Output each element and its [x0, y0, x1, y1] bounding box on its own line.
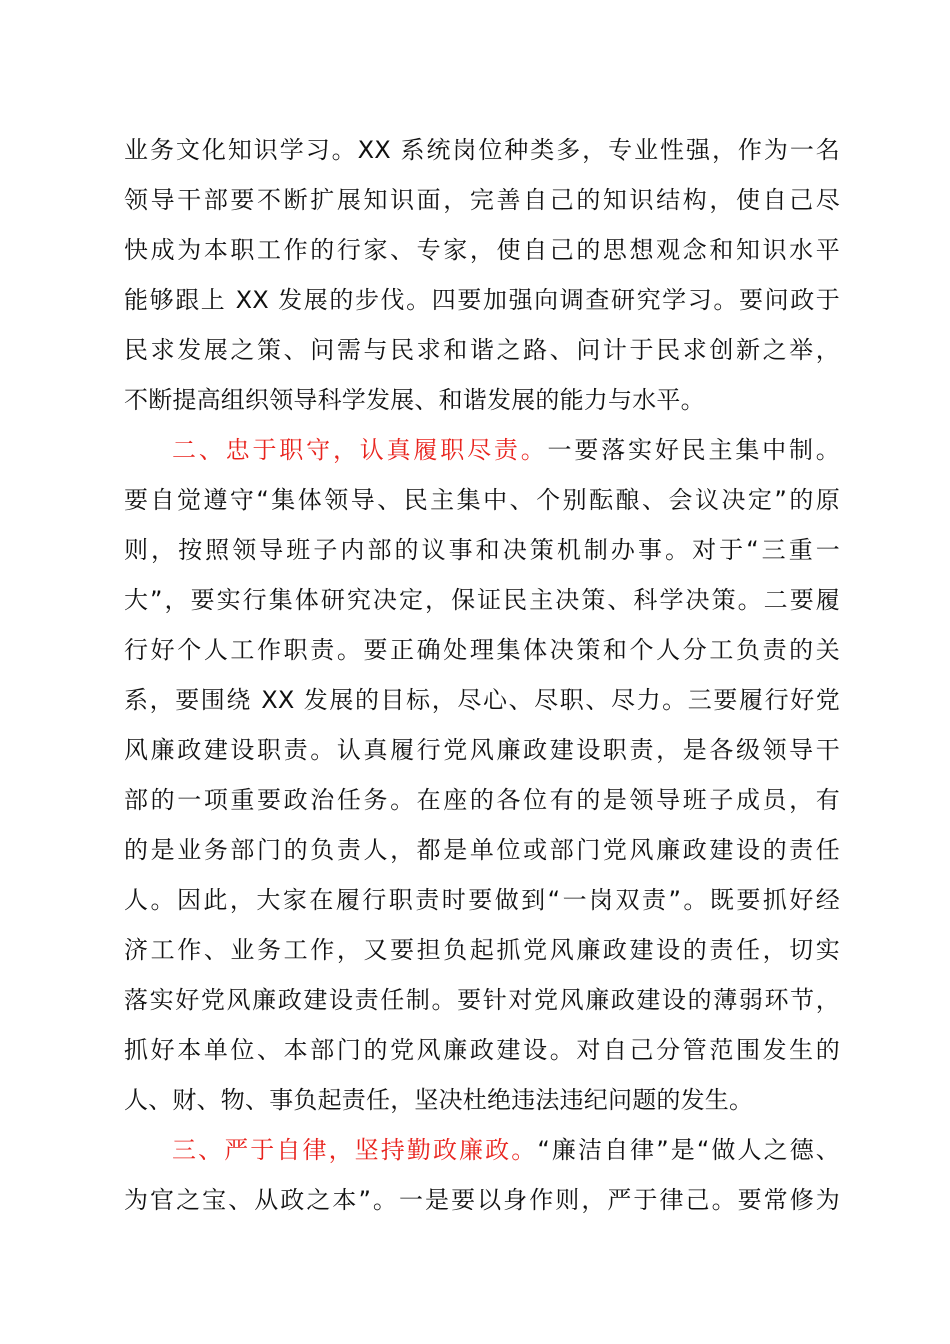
body-line: 落实好党风廉政建设责任制。要针对党风廉政建设的薄弱环节，	[124, 986, 840, 1014]
body-line: 能够跟上 XX 发展的步伐。四要加强向调查研究学习。要问政于	[124, 286, 840, 314]
body-line: 要自觉遵守“集体领导、民主集中、个别酝酿、会议决定”的原	[124, 486, 840, 514]
body-line: 业务文化知识学习。XX 系统岗位种类多，专业性强，作为一名	[124, 136, 840, 164]
section-3-first-line	[124, 1125, 840, 1175]
body-line: 济工作、业务工作，又要担负起抓党风廉政建设的责任，切实	[124, 936, 840, 964]
section-2-first-line-text: 一要落实好民主集中制。	[547, 436, 840, 464]
body-line: 的是业务部门的负责人，都是单位或部门党风廉政建设的责任	[124, 836, 840, 864]
section-2-first-line	[124, 425, 840, 475]
body-line: 民求发展之策、问需与民求和谐之路、问计于民求创新之举，	[124, 336, 840, 364]
section-2-heading: 二、忠于职守，认真履职尽责。	[172, 436, 548, 464]
body-line: 风廉政建设职责。认真履行党风廉政建设职责，是各级领导干	[124, 736, 840, 764]
body-line: 则，按照领导班子内部的议事和决策机制办事。对于“三重一	[124, 536, 840, 564]
body-line: 系，要围绕 XX 发展的目标，尽心、尽职、尽力。三要履行好党	[124, 686, 840, 714]
body-line: 快成为本职工作的行家、专家，使自己的思想观念和知识水平	[124, 236, 840, 264]
body-line: 抓好本单位、本部门的党风廉政建设。对自己分管范围发生的	[124, 1036, 840, 1064]
body-line: 为官之宝、从政之本”。一是要以身作则，严于律己。要常修为	[124, 1186, 840, 1214]
body-line: 领导干部要不断扩展知识面，完善自己的知识结构，使自己尽	[124, 186, 840, 214]
body-line: 行好个人工作职责。要正确处理集体决策和个人分工负责的关	[124, 636, 840, 664]
body-line: 人。因此，大家在履行职责时要做到“一岗双责”。既要抓好经	[124, 886, 840, 914]
body-line: 不断提高组织领导科学发展、和谐发展的能力与水平。	[124, 386, 705, 414]
body-line: 人、财、物、事负起责任，坚决杜绝违法违纪问题的发生。	[124, 1086, 754, 1114]
document-body	[124, 125, 840, 1225]
section-3-first-line-text: “廉洁自律”是“做人之德、	[537, 1136, 840, 1164]
body-line: 部的一项重要政治任务。在座的各位有的是领导班子成员，有	[124, 786, 840, 814]
section-3-heading: 三、严于自律，坚持勤政廉政。	[172, 1136, 538, 1164]
body-line: 大”，要实行集体研究决定，保证民主决策、科学决策。二要履	[124, 586, 840, 614]
